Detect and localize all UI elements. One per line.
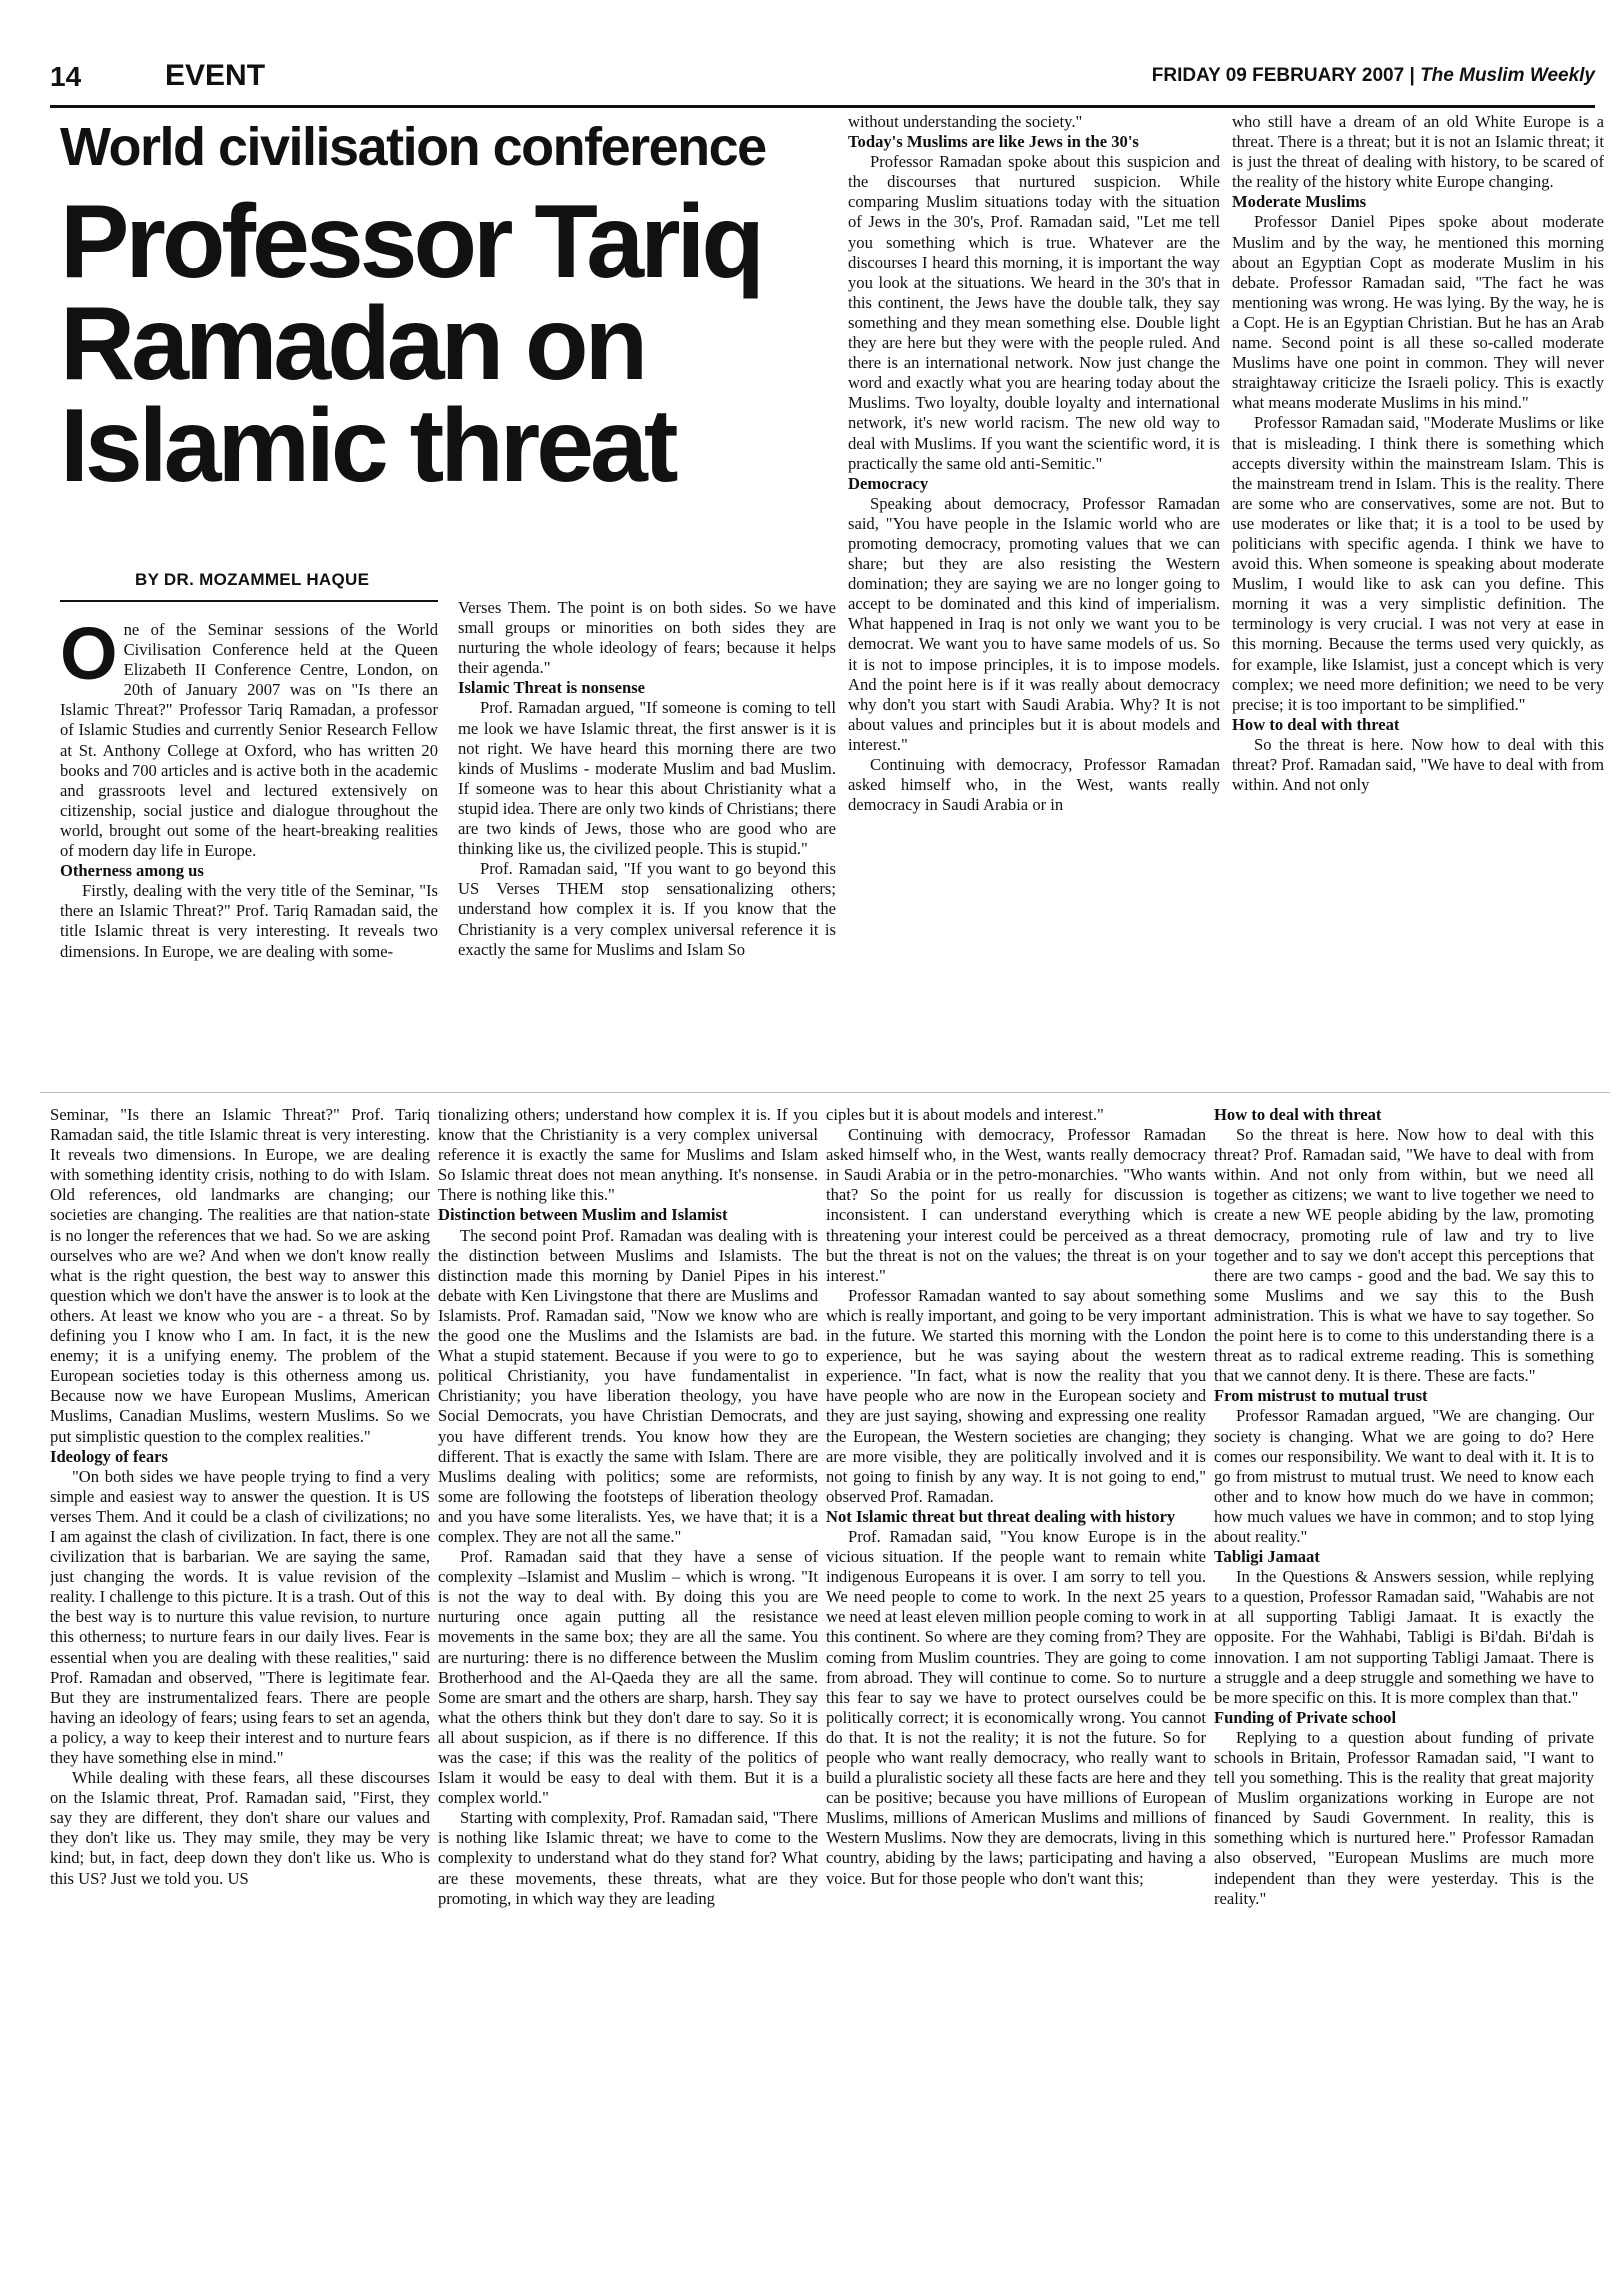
paragraph [458, 698, 836, 859]
subheading: How to deal with threat [1214, 1105, 1382, 1124]
paragraph-text: Professor Ramadan argued, "We are changing. Our society is changing. What we are going to do? Here comes our responsibility. We want to deal with it. It is to go from mistrust to mutual trust. We need to know each other and to know how much do we have in common; how much values we have in common; and to stop lying about reality." [1214, 1406, 1594, 1546]
page-number: 14 [50, 61, 82, 92]
subheading: Moderate Muslims [1232, 192, 1367, 212]
paragraph [60, 620, 438, 861]
paragraph [826, 1527, 1206, 1889]
subheading: How to deal with threat [1232, 714, 1400, 734]
section-label: EVENT [165, 59, 266, 92]
paragraph-text: Seminar, "Is there an Islamic Threat?" Prof. Tariq Ramadan said, the title Islamic threat is very interesting. It reveals two dimensions. In Europe, we are dealing with something identity crisis, nothing to do with Islam. Old references, old landmarks are changing; our societies are changing. The realities are that nation-state is no longer the references that we had. So we are asking ourselves who are we? And when we don't know really what is the right question, the best way to answer this question which we don't have the answer is to look at the others. At least we know who you are - a threat. So by defining you I know who I am. In fact, it is the new enemy; it is a unifying enemy. The problem of the European societies today is this otherness among us. Because now we have European Muslims, American Muslims, Canadian Muslims, western Muslims. So we put simplistic question to the complex realities." [50, 1105, 430, 1446]
subheading: Today's Muslims are like Jews in the 30's [848, 132, 1139, 152]
paragraph-text: In the Questions & Answers session, while replying to a question, Professor Ramadan said, "Wahabis are not at all supporting Tabligi Jamaat. It is exactly the opposite. For the Wahhabi, Tabligi is Bi'dah. Bi'dah is innovation. I am not supporting Tabligi Jamaat. There is a struggle and a deep struggle and something we have to be more specific on this. It is more complex than that." [1214, 1567, 1594, 1707]
paragraph-text: Firstly, dealing with the very title of the Seminar, "Is there an Islamic Threat?" Prof. Tariq Ramadan said, the title Islamic threat is very interesting. It reveals two dimensions. In Europe, we are dealing with some- [60, 881, 438, 961]
subheading: Democracy [848, 473, 929, 493]
paragraph [50, 1768, 430, 1889]
byline-rule [60, 600, 438, 602]
subheading: Funding of Private school [1214, 1707, 1397, 1727]
paragraph-text: Prof. Ramadan said that they have a sense of complexity –Islamist and Muslim – which is wrong. "It is not the way to deal with. By doing this you are nurturing once again putting all the resistance movements in the same box; they are all the same. You are nurturing: there is no difference between the Muslim Brotherhood and the Al-Qaeda they are all the same. Some are smart and the others are sharp, harsh. They say what the others think but they don't dare to say. So it is all about suspicion, as if there is no difference. If this was the case; if this was the reality of the politics of Islam it would be easy to deal with them. But it is a complex world." [438, 1547, 818, 1808]
scan-divider [40, 1092, 1610, 1093]
paragraph-text: Professor Ramadan spoke about this suspicion and the discourses that nurtured suspicion. While comparing Muslim situations today with the situation of Jews in the 30's, Prof. Ramadan said, "Let me tell you something which is true. Whatever are the discourses I heard this morning, it is important the way you look at the situations. We heard in the 30's that in this continent, the Jews have the double talk, they say something and they mean something else. Double light they are here but they were with the people ruled. And there is an international network. Now just change the word and exactly what you are hearing today about the Muslims. Two loyalty, double loyalty and international network, it's new world racism. The new old way to deal with Muslims. If you want the scientific word, it is practically the same old anti-Semitic." [848, 152, 1220, 473]
paragraph [848, 755, 1220, 815]
paragraph [1232, 112, 1604, 192]
article-column [458, 598, 836, 1060]
article-headline: Professor Tariq Ramadan on Islamic threat [60, 184, 761, 504]
paragraph [438, 1808, 818, 1908]
issue-date-line: FRIDAY 09 FEBRUARY 2007 | The Muslim Weekly [1151, 65, 1595, 86]
publication-name: The Muslim Weekly [1420, 65, 1595, 86]
header-rule [50, 105, 1595, 108]
paragraph-text: Professor Daniel Pipes spoke about moderate Muslim and by the way, he mentioned this morning about an Egyptian Copt as moderate Muslim in his debate. Professor Ramadan said, "The fact he was mentioning was wrong. He was lying. By the way, he is a Copt. He is an Egyptian Christian. But he has an Arab name. Second point is all these so-called moderate Muslims have one point in common. They will never straightaway criticize the Israeli policy. This is exactly what means moderate Muslims in his mind." [1232, 212, 1604, 413]
article-column [1232, 112, 1604, 1060]
paragraph-text: Professor Ramadan wanted to say about something which is really important, and going to be very important in the future. We started this morning with the London experience, but he was saying about the western experience. "In fact, what is now the reality that you have people who are now in the European society and they are just saying, showing and expressing one reality the European, the Western societies are changing; they are more visible, they are politically involved and it is not going to finish by any way. It is not going to end," observed Prof. Ramadan. [826, 1285, 1206, 1506]
paragraph-text: Starting with complexity, Prof. Ramadan said, "There is nothing like Islamic threat; we have to come to the complexity to understand what do they stand for? What are these movements, these threats, what are they promoting, in which way they are leading [438, 1808, 818, 1908]
paragraph [458, 598, 836, 678]
paragraph [826, 1286, 1206, 1507]
drop-cap: O [60, 620, 118, 695]
article-column [826, 1105, 1206, 2275]
paragraph-text: The second point Prof. Ramadan was dealing with is the distinction between Muslims and Islamists. The distinction made this morning by Daniel Pipes in his debate with Ken Livingstone that there are Muslims and Islamists. Prof. Ramadan said, "Now we know who are the good one the Muslims and the Islamists are bad. What a stupid statement. Because if you were to go to political Christianity, you have fundamentalist in Christianity; you have liberation theology, you have Social Democrats, you have Christian Democrats, and you have different trends. You know how they are different. That is exactly the same with Islam. There are Muslims dealing with politics; some are reformists, some are following the footsteps of liberation theology and you have some literalists. Yes, we have that; it is a complex. They are not all the same." [438, 1225, 818, 1546]
paragraph [438, 1105, 818, 1205]
paragraph [848, 152, 1220, 474]
paragraph-text: So the threat is here. Now how to deal with this threat? Prof. Ramadan said, "We have to deal with from within. And not only from within, but we need all together as citizens; we want to live together we need to create a new WE people abiding by the law, promoting democracy, promoting rule of law and try to live together and to say we don't accept this perceptions that there are two camps - good and the bad. We say this to some Muslims and we say this to the Bush administration. This is what we have to say together. So the point here is to come to this understanding there is a threat as to radical extreme reading. This is something that we cannot deny. It is there. These are facts." [1214, 1125, 1594, 1386]
paragraph [458, 859, 836, 959]
paragraph [60, 881, 438, 961]
paragraph [826, 1125, 1206, 1286]
paragraph-text: ne of the Seminar sessions of the World Civilisation Conference held at the Queen Elizabeth II Conference Centre, London, on 20th of January 2007 was on "Is there an Islamic Threat?" Professor Tariq Ramadan, a professor of Islamic Studies and currently Senior Research Fellow at St. Anthony College at Oxford, who has written 20 books and 700 articles and is active both in the academic and grassroots level and lectured extensively on citizenship, social justice and dialogue throughout the world, brought out some of the heart-breaking realities of modern day life in Europe. [60, 620, 438, 861]
paragraph [438, 1226, 818, 1548]
paragraph-text: Prof. Ramadan argued, "If someone is coming to tell me look we have Islamic threat, the first answer is it is not right. We have heard this morning there are two kinds of Muslims - moderate Muslim and bad Muslim. If someone was to hear this about Christianity what a stupid idea. There are only two kinds of Christians; there are two kinds of Jews, those who are good who are thinking like us, the civilized people. This is stupid." [458, 698, 836, 859]
paragraph [1214, 1406, 1594, 1547]
paragraph [848, 112, 1220, 132]
article-kicker: World civilisation conference [60, 117, 766, 177]
article-column [1214, 1105, 1594, 2275]
paragraph-text: Professor Ramadan said, "Moderate Muslims or like that is misleading. I think there is something which accepts diversity within the mainstream Islam. This is the mainstream trend in Islam. This is the reality. There are some who are conservatives, some are not. But to use moderates or like that; it is a tool to be used by politicians with specific agenda. I think we have to avoid this. When someone is speaking about moderate Muslim, I would like to ask can you define. This morning it was a very simplistic definition. The terminology is very crucial. I was not very at ease in this morning. Because the terms used very quickly, as for example, like Islamist, just a concept which is very complex; we need more definition; we need to be very precise; it is too important to be simplified." [1232, 413, 1604, 714]
paragraph [438, 1547, 818, 1808]
paragraph-text: So the threat is here. Now how to deal with this threat? Prof. Ramadan said, "We have to deal with from within. And not only [1232, 734, 1604, 795]
paragraph-text: While dealing with these fears, all these discourses on the Islamic threat, Prof. Ramadan said, "First, they say they are different, they don't share our values and they don't like us. They may smile, they may be very kind; but, in fact, deep down they don't like us. Who is this US? Just we told you. US [50, 1768, 430, 1888]
issue-date: FRIDAY 09 FEBRUARY 2007 [1151, 65, 1405, 86]
subheading: Ideology of fears [50, 1446, 168, 1466]
paragraph [50, 1467, 430, 1768]
paragraph [50, 1105, 430, 1447]
article-column [60, 620, 438, 1060]
paragraph-text: Prof. Ramadan said, "If you want to go beyond this US Verses THEM stop sensationalizing others; understand how complex it is. If you know that the Christianity is a very complex universal reference it is exactly the same for Muslims and Islam So [458, 859, 836, 959]
paragraph [848, 494, 1220, 755]
paragraph [826, 1105, 1206, 1125]
paragraph-text: Continuing with democracy, Professor Ramadan asked himself who, in the West, wants really democracy in Saudi Arabia or in the petro-monarchies. "Who wants that? So the point for us really for discussion is inconsistent. I can understand everything which is threatening your interest could be perceived as a threat but the threat is not on the values; the threat is on your interest." [826, 1125, 1206, 1285]
paragraph-text: Continuing with democracy, Professor Ramadan asked himself who, in the West, wants really democracy in Saudi Arabia or in [848, 755, 1220, 815]
subheading: Not Islamic threat but threat dealing with history [826, 1506, 1176, 1526]
paragraph-text: without understanding the society." [848, 112, 1083, 131]
subheading: Distinction between Muslim and Islamist [438, 1205, 728, 1225]
subheading: Islamic Threat is nonsense [458, 678, 646, 698]
article-byline: BY DR. MOZAMMEL HAQUE [135, 570, 370, 589]
paragraph-text: "On both sides we have people trying to find a very simple and easiest way to answer the question. It is US verses Them. And it could be a clash of civilizations; no I am against the clash of civilization. In fact, there is one civilization that is barbarian. We are saying the same, just changing the words. It is value revision of the reality. I challenge to this picture. It is a trash. Out of this the best way is to nurture this value revision, to nurture this otherness; to nurture fears in our daily lives. Fear is essential when you are dealing with these realities," said Prof. Ramadan and observed, "There is legitimate fear. But they are instrumentalized fears. There are people having an ideology of fears; using fears to set an agenda, a policy, a way to keep their interest and to nurture fears they have something else in mind." [50, 1466, 430, 1767]
paragraph [1214, 1728, 1594, 1909]
paragraph [1232, 413, 1604, 714]
paragraph-text: Verses Them. The point is on both sides. So we have small groups or minorities on both sides they are nurturing the whole ideology of fears; because it helps their agenda." [458, 598, 836, 678]
paragraph-text: ciples but it is about models and interest." [826, 1105, 1104, 1124]
paragraph [1214, 1125, 1594, 1386]
article-column [50, 1105, 430, 2275]
paragraph [1214, 1567, 1594, 1708]
page-header [50, 55, 1595, 105]
paragraph-text: Speaking about democracy, Professor Ramadan said, "You have people in the Islamic world who are promoting democracy, promoting values that we can share; but they are also resisting the Western domination; they are saying we are no longer going to accept to be dominated and this kind of imperialism. What happened in Iraq is not only we want you to be democrat. We want you to have same models of us. So it is not to impose principles, it is to impose models. And the point here is if it was really about democracy why don't you start with Saudi Arabia. Why? It is not about values and principles but it is about models and interest." [848, 493, 1220, 754]
subheading: Tabligi Jamaat [1214, 1547, 1320, 1567]
subheading: From mistrust to mutual trust [1214, 1386, 1428, 1406]
paragraph [1232, 212, 1604, 413]
paragraph-text: Prof. Ramadan said, "You know Europe is in the vicious situation. If the people want to remain white indigenous Europeans it is over. I am sorry to tell you. We need people to come to work. In the next 25 years we need at least eleven million people coming to work in this continent. So where are they coming from? They are coming from Muslim countries. They are going to come from abroad. They will continue to come. So to nurture this fear to say we have to protect ourselves could be politically correct; it is economically wrong. You cannot do that. It is not the reality; it is not the future. So for people who want really democracy, who really want to build a pluralistic society all these facts are here and they can be positive; because you have millions of European Muslims, millions of American Muslims and millions of Western Muslims. Now they are democrats, living in this country, abiding by the laws; participating and having a voice. But for those people who don't want this; [826, 1526, 1206, 1888]
paragraph-text: Replying to a question about funding of private schools in Britain, Professor Ramadan said, "I want to tell you something. This is the reality that great majority of Muslim organizations working in Europe are not financed by Saudi Government. In reality, this is something which is nurtured here." Professor Ramadan also observed, "European Muslims are much more independent than they were yesterday. This is the reality." [1214, 1727, 1594, 1908]
subheading: Otherness among us [60, 861, 204, 881]
article-column [848, 112, 1220, 1060]
article-column [438, 1105, 818, 2275]
paragraph-text: who still have a dream of an old White Europe is a threat. There is a threat; but it is not an Islamic threat; it is just the threat of dealing with history, to be scared of the reality of the history white Europe changing. [1232, 112, 1604, 192]
paragraph [1232, 735, 1604, 795]
paragraph-text: tionalizing others; understand how complex it is. If you know that the Christianity is a very complex universal reference it is exactly the same for Muslims and Islam So Islamic threat does not mean anything. It's nonsense. There is nothing like this." [438, 1105, 818, 1205]
